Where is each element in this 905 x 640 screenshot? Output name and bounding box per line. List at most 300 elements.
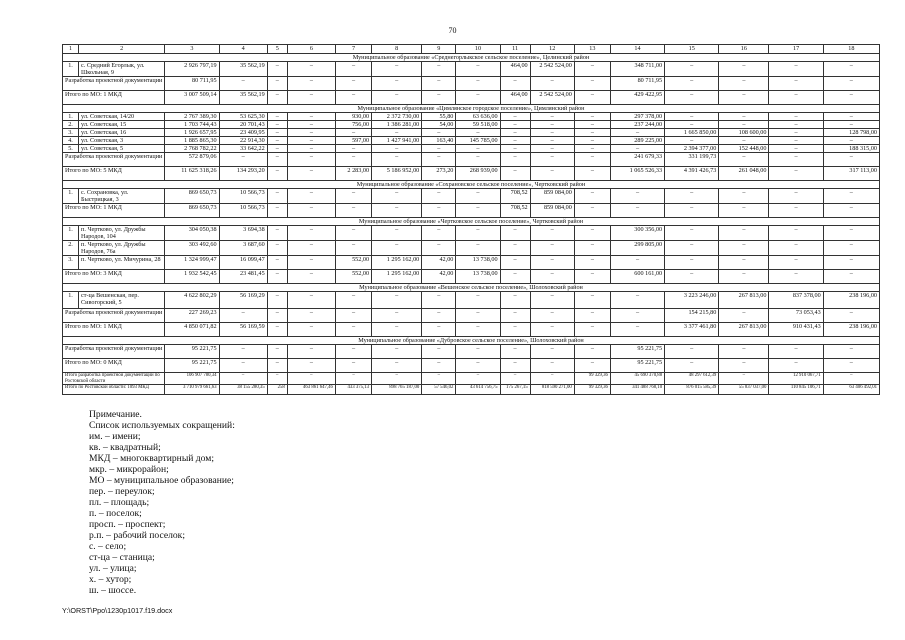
table-cell: – xyxy=(823,91,879,105)
table-cell: 152 448,00 xyxy=(719,145,769,153)
table-cell: – xyxy=(267,226,287,241)
table-cell: 11 625 318,26 xyxy=(165,167,219,181)
table-cell: 188 315,00 xyxy=(823,145,879,153)
section-title: Муниципальное образование «Цимлянское городское поселение», Цимлянский район xyxy=(63,105,880,113)
table-cell: 3 710 979 661,63 xyxy=(165,385,219,395)
table-cell: 95 221,75 xyxy=(165,359,219,373)
table-cell: 54,00 xyxy=(422,121,456,129)
column-number-13: 13 xyxy=(574,45,610,54)
column-number-12: 12 xyxy=(530,45,574,54)
table-cell: – xyxy=(719,153,769,167)
table-cell: 20 701,43 xyxy=(219,121,267,129)
table-cell: 1 295 162,00 xyxy=(372,256,422,270)
table-row xyxy=(63,62,880,77)
table-cell: 1. xyxy=(63,113,79,121)
table-cell: 1. xyxy=(63,62,79,77)
table-cell: – xyxy=(500,137,530,145)
table-cell: Итого по МО: 0 МКД xyxy=(63,359,165,373)
table-cell: – xyxy=(372,226,422,241)
table-cell: – xyxy=(610,323,664,337)
table-cell: – xyxy=(823,270,879,284)
table-row xyxy=(63,204,880,218)
abbreviation-item: МКД – многоквартирный дом; xyxy=(89,453,215,464)
table-cell: – xyxy=(500,129,530,137)
table-cell: – xyxy=(372,145,422,153)
table-cell: – xyxy=(574,345,610,359)
table-cell: – xyxy=(500,373,530,385)
table-cell: – xyxy=(456,226,500,241)
section-title-row xyxy=(63,54,880,62)
table-cell: 80 711,95 xyxy=(610,77,664,91)
table-cell: – xyxy=(719,309,769,323)
table-cell: – xyxy=(422,129,456,137)
table-cell: – xyxy=(500,121,530,129)
table-cell: 2. xyxy=(63,241,79,256)
table-cell: 1 932 542,45 xyxy=(165,270,219,284)
table-cell: – xyxy=(719,204,769,218)
table-cell: 267 813,00 xyxy=(719,292,769,309)
abbreviation-item: пл. – площадь; xyxy=(89,497,150,508)
table-cell: – xyxy=(665,345,719,359)
table-cell: – xyxy=(574,145,610,153)
abbreviation-item: ул. – улица; xyxy=(89,563,137,574)
table-cell: Итого по МО: 1 МКД xyxy=(63,323,165,337)
table-cell: с. Средний Егорлык, ул. Школьная, 9 xyxy=(79,62,165,77)
table-cell: – xyxy=(422,91,456,105)
table-cell: 3 377 461,80 xyxy=(665,323,719,337)
table-cell: 33 642,22 xyxy=(219,145,267,153)
table-cell: – xyxy=(267,292,287,309)
table-cell: – xyxy=(530,121,574,129)
abbreviation-item: ш. – шоссе. xyxy=(89,585,137,596)
table-cell: 35 562,19 xyxy=(219,62,267,77)
table-cell: – xyxy=(267,129,287,137)
table-cell: – xyxy=(287,113,335,121)
table-cell: – xyxy=(287,345,335,359)
table-cell: 57 546,02 xyxy=(422,385,456,395)
table-cell: – xyxy=(287,153,335,167)
table-cell: п. Чертково, ул. Дружбы Народов, 76а xyxy=(79,241,165,256)
table-cell: 3 223 246,00 xyxy=(665,292,719,309)
table-cell: – xyxy=(769,270,823,284)
table-cell: 13 738,00 xyxy=(456,270,500,284)
table-cell: – xyxy=(719,256,769,270)
table-cell: – xyxy=(665,77,719,91)
table-cell: 258 xyxy=(267,385,287,395)
table-cell: – xyxy=(823,226,879,241)
table-cell: 238 196,00 xyxy=(823,292,879,309)
abbreviation-item: мкр. – микрорайон; xyxy=(89,464,169,475)
table-cell: – xyxy=(219,345,267,359)
table-cell: 464,00 xyxy=(500,62,530,77)
column-number-5: 5 xyxy=(267,45,287,54)
table-cell: – xyxy=(267,121,287,129)
table-cell: 2 926 797,19 xyxy=(165,62,219,77)
table-cell: – xyxy=(574,256,610,270)
table-cell: – xyxy=(422,226,456,241)
table-cell: – xyxy=(500,167,530,181)
table-cell: – xyxy=(219,309,267,323)
table-cell: 154 215,80 xyxy=(665,309,719,323)
table-cell: – xyxy=(823,113,879,121)
table-cell: 273,20 xyxy=(422,167,456,181)
table-cell: – xyxy=(267,204,287,218)
table-cell: 552,00 xyxy=(335,270,371,284)
table-cell: – xyxy=(456,345,500,359)
table-cell: – xyxy=(422,153,456,167)
column-number-2: 2 xyxy=(79,45,165,54)
table-cell: – xyxy=(335,189,371,204)
table-row xyxy=(63,226,880,241)
table-cell: – xyxy=(422,345,456,359)
table-cell: 23 409,95 xyxy=(219,129,267,137)
table-cell: – xyxy=(574,91,610,105)
table-cell: – xyxy=(372,345,422,359)
table-cell: – xyxy=(335,292,371,309)
abbreviation-item: пер. – переулок; xyxy=(89,486,155,497)
table-row xyxy=(63,373,880,385)
table-cell: – xyxy=(422,359,456,373)
section-title: Муниципальное образование «Вешенское сельское поселение», Шолоховский район xyxy=(63,284,880,292)
table-cell: – xyxy=(500,113,530,121)
table-cell: – xyxy=(719,77,769,91)
table-cell: 289 225,00 xyxy=(610,137,664,145)
table-cell: – xyxy=(372,153,422,167)
table-cell: – xyxy=(500,256,530,270)
table-cell: 16 099,47 xyxy=(219,256,267,270)
table-cell: – xyxy=(287,129,335,137)
section-title: Муниципальное образование «Сохрановское сельское поселение», Чертковский район xyxy=(63,181,880,189)
table-cell: – xyxy=(287,309,335,323)
table-cell: – xyxy=(530,145,574,153)
table-cell: – xyxy=(456,129,500,137)
table-cell: – xyxy=(372,204,422,218)
table-cell: – xyxy=(530,77,574,91)
table-row xyxy=(63,121,880,129)
table-cell: – xyxy=(267,323,287,337)
table-cell: – xyxy=(719,270,769,284)
table-row xyxy=(63,91,880,105)
table-cell: – xyxy=(769,137,823,145)
table-cell: 95 221,75 xyxy=(165,345,219,359)
table-cell: 237 244,00 xyxy=(610,121,664,129)
section-title: Муниципальное образование «Дубровское сельское поселение», Шолоховский район xyxy=(63,337,880,345)
table-cell: 267 813,00 xyxy=(719,323,769,337)
table-cell: – xyxy=(574,189,610,204)
table-cell: – xyxy=(335,153,371,167)
abbreviation-item: с. – село; xyxy=(89,541,127,552)
table-cell: – xyxy=(823,189,879,204)
table-cell: – xyxy=(574,359,610,373)
table-cell: – xyxy=(372,77,422,91)
table-cell: 12 910 067,71 xyxy=(769,373,823,385)
table-cell: – xyxy=(287,137,335,145)
table-cell: – xyxy=(287,373,335,385)
section-title-row xyxy=(63,181,880,189)
table-cell: 38 155 280,35 xyxy=(219,385,267,395)
table-cell: – xyxy=(456,359,500,373)
table-cell: – xyxy=(769,345,823,359)
table-cell: – xyxy=(665,91,719,105)
table-cell: 63 636,00 xyxy=(456,113,500,121)
table-cell: – xyxy=(372,91,422,105)
table-cell: – xyxy=(456,145,500,153)
table-cell: – xyxy=(823,256,879,270)
table-cell: – xyxy=(823,345,879,359)
table-cell: – xyxy=(500,323,530,337)
table-cell: – xyxy=(719,373,769,385)
table-cell: ул. Советская, 3 xyxy=(79,137,165,145)
table-cell: 261 048,00 xyxy=(719,167,769,181)
table-cell: – xyxy=(456,204,500,218)
table-cell: – xyxy=(372,323,422,337)
table-cell: 2 768 782,22 xyxy=(165,145,219,153)
table-cell: – xyxy=(219,359,267,373)
table-cell: Итого по Ростовской области: 1093 МКД xyxy=(63,385,165,395)
table-row xyxy=(63,292,880,309)
table-cell: – xyxy=(574,137,610,145)
table-cell: – xyxy=(823,121,879,129)
table-cell: – xyxy=(719,241,769,256)
table-cell: Разработка проектной документации xyxy=(63,77,165,91)
table-cell: 600 161,00 xyxy=(610,270,664,284)
table-cell: 80 711,95 xyxy=(165,77,219,91)
table-cell: – xyxy=(456,241,500,256)
table-cell: – xyxy=(574,167,610,181)
table-cell: – xyxy=(456,77,500,91)
table-cell: – xyxy=(335,226,371,241)
section-title: Муниципальное образование «Чертковское сельское поселение», Чертковский район xyxy=(63,218,880,226)
table-cell: – xyxy=(456,309,500,323)
table-cell: 3 007 509,14 xyxy=(165,91,219,105)
table-cell: – xyxy=(574,226,610,241)
table-row xyxy=(63,145,880,153)
table-cell: – xyxy=(335,241,371,256)
table-cell: – xyxy=(500,270,530,284)
table-cell: 859 084,00 xyxy=(530,204,574,218)
table-cell: – xyxy=(287,256,335,270)
table-cell: 42,00 xyxy=(422,256,456,270)
table-cell: – xyxy=(287,167,335,181)
table-cell: – xyxy=(287,91,335,105)
table-cell: – xyxy=(335,323,371,337)
table-cell: – xyxy=(574,62,610,77)
table-cell: – xyxy=(530,373,574,385)
column-number-3: 3 xyxy=(165,45,219,54)
table-cell: ул. Советская, 5 xyxy=(79,145,165,153)
table-cell: 5 186 952,00 xyxy=(372,167,422,181)
table-cell: 930,00 xyxy=(335,113,371,121)
table-row xyxy=(63,77,880,91)
table-cell: – xyxy=(769,256,823,270)
table-cell: – xyxy=(769,189,823,204)
table-cell: 708,52 xyxy=(500,204,530,218)
abbreviation-item: кв. – квадратный; xyxy=(89,442,161,453)
table-cell: ул. Советская, 16 xyxy=(79,129,165,137)
table-cell: – xyxy=(422,77,456,91)
table-cell: 859 084,00 xyxy=(530,189,574,204)
table-cell: – xyxy=(769,121,823,129)
table-cell: – xyxy=(610,189,664,204)
abbreviations-list xyxy=(89,431,235,596)
table-cell: – xyxy=(267,137,287,145)
table-cell: – xyxy=(335,359,371,373)
table-cell: 99 329,36 xyxy=(574,373,610,385)
table-cell: 4 850 071,82 xyxy=(165,323,219,337)
table-cell: – xyxy=(335,129,371,137)
table-row xyxy=(63,385,880,395)
table-cell: – xyxy=(530,256,574,270)
table-cell: 99 329,36 xyxy=(574,385,610,395)
table-cell: – xyxy=(530,359,574,373)
column-number-4: 4 xyxy=(219,45,267,54)
column-number-10: 10 xyxy=(456,45,500,54)
table-cell: 3. xyxy=(63,256,79,270)
table-cell: – xyxy=(530,226,574,241)
table-cell: – xyxy=(500,292,530,309)
table-cell: – xyxy=(769,113,823,121)
table-cell: – xyxy=(287,241,335,256)
table-cell: – xyxy=(665,226,719,241)
table-cell: 95 221,75 xyxy=(610,359,664,373)
table-row xyxy=(63,345,880,359)
notes-title: Примечание. xyxy=(89,409,142,420)
abbreviation-item: просп. – проспект; xyxy=(89,519,166,530)
column-number-1: 1 xyxy=(63,45,79,54)
table-cell: 106 907 780,34 xyxy=(165,373,219,385)
table-cell: 299 805,00 xyxy=(610,241,664,256)
table-cell: 10 566,73 xyxy=(219,204,267,218)
table-cell: – xyxy=(610,145,664,153)
table-cell: – xyxy=(500,359,530,373)
table-cell: – xyxy=(574,323,610,337)
table-cell: – xyxy=(287,204,335,218)
table-cell: – xyxy=(574,241,610,256)
table-cell: – xyxy=(500,77,530,91)
table-cell: – xyxy=(500,153,530,167)
table-cell: – xyxy=(267,345,287,359)
table-cell: – xyxy=(610,129,664,137)
table-cell: 1 703 744,43 xyxy=(165,121,219,129)
table-cell: – xyxy=(500,145,530,153)
table-cell: – xyxy=(665,121,719,129)
table-cell: 3 694,38 xyxy=(219,226,267,241)
table-cell: – xyxy=(267,189,287,204)
table-cell: – xyxy=(574,292,610,309)
table-cell: – xyxy=(769,77,823,91)
table-cell: 10 566,73 xyxy=(219,189,267,204)
table-cell: – xyxy=(530,309,574,323)
table-cell: 756,00 xyxy=(335,121,371,129)
table-cell: – xyxy=(287,359,335,373)
column-number-8: 8 xyxy=(372,45,422,54)
table-cell: 898 765 187,00 xyxy=(372,385,422,395)
table-cell: – xyxy=(372,309,422,323)
table-cell: – xyxy=(219,153,267,167)
table-cell: 241 679,33 xyxy=(610,153,664,167)
header-row xyxy=(63,45,880,54)
table-cell: 1 665 850,00 xyxy=(665,129,719,137)
table-cell: – xyxy=(610,292,664,309)
abbreviation-item: им. – имени; xyxy=(89,431,141,442)
table-cell: 268 939,00 xyxy=(456,167,500,181)
table-cell: – xyxy=(335,77,371,91)
table-cell: 56 169,29 xyxy=(219,292,267,309)
table-cell: – xyxy=(372,62,422,77)
table-cell: – xyxy=(287,292,335,309)
table-row xyxy=(63,309,880,323)
table-cell: 1 295 162,00 xyxy=(372,270,422,284)
table-cell: 175 267,15 xyxy=(500,385,530,395)
table-cell: – xyxy=(422,62,456,77)
table-cell: – xyxy=(372,292,422,309)
table-cell: – xyxy=(823,204,879,218)
table-cell: – xyxy=(422,241,456,256)
table-cell: – xyxy=(530,137,574,145)
table-cell: – xyxy=(335,345,371,359)
table-cell: – xyxy=(267,309,287,323)
table-cell: – xyxy=(665,256,719,270)
table-cell: – xyxy=(530,270,574,284)
table-row xyxy=(63,270,880,284)
table-cell: – xyxy=(769,167,823,181)
table-cell: – xyxy=(823,359,879,373)
table-cell: – xyxy=(422,145,456,153)
table-row xyxy=(63,241,880,256)
table-cell: – xyxy=(372,373,422,385)
table-cell: – xyxy=(372,129,422,137)
table-cell: – xyxy=(574,77,610,91)
table-cell: – xyxy=(456,153,500,167)
table-cell: 56 169,59 xyxy=(219,323,267,337)
table-cell: – xyxy=(574,121,610,129)
page-number: 70 xyxy=(448,26,457,35)
column-number-17: 17 xyxy=(769,45,823,54)
table-cell: – xyxy=(456,91,500,105)
table-cell: – xyxy=(372,189,422,204)
table-cell: 238 196,00 xyxy=(823,323,879,337)
table-cell: Итого по МО: 3 МКД xyxy=(63,270,165,284)
table-cell: – xyxy=(719,345,769,359)
table-cell: – xyxy=(719,62,769,77)
table-cell: 1 926 657,95 xyxy=(165,129,219,137)
table-cell: – xyxy=(287,226,335,241)
table-cell: – xyxy=(665,204,719,218)
table-cell: 4 391 426,73 xyxy=(665,167,719,181)
table-cell: – xyxy=(530,167,574,181)
table-cell: – xyxy=(719,226,769,241)
table-cell: 108 600,00 xyxy=(719,129,769,137)
table-cell: – xyxy=(267,359,287,373)
table-cell: – xyxy=(665,113,719,121)
table-cell: Разработка проектной документации xyxy=(63,153,165,167)
section-title-row xyxy=(63,284,880,292)
table-cell: – xyxy=(267,62,287,77)
table-cell: 818 590 271,00 xyxy=(530,385,574,395)
table-cell: – xyxy=(665,189,719,204)
table-cell: – xyxy=(372,241,422,256)
table-cell: – xyxy=(267,373,287,385)
section-title: Муниципальное образование «Среднегорлыкское сельское поселение», Целинский район xyxy=(63,54,880,62)
table-row xyxy=(63,153,880,167)
table-cell: – xyxy=(769,129,823,137)
table-cell: 4. xyxy=(63,137,79,145)
table-cell: 4 622 802,29 xyxy=(165,292,219,309)
table-cell: – xyxy=(267,153,287,167)
table-cell: п. Чертково, ул. Дружбы Народов, 104 xyxy=(79,226,165,241)
table-cell: – xyxy=(769,226,823,241)
table-cell: – xyxy=(267,241,287,256)
